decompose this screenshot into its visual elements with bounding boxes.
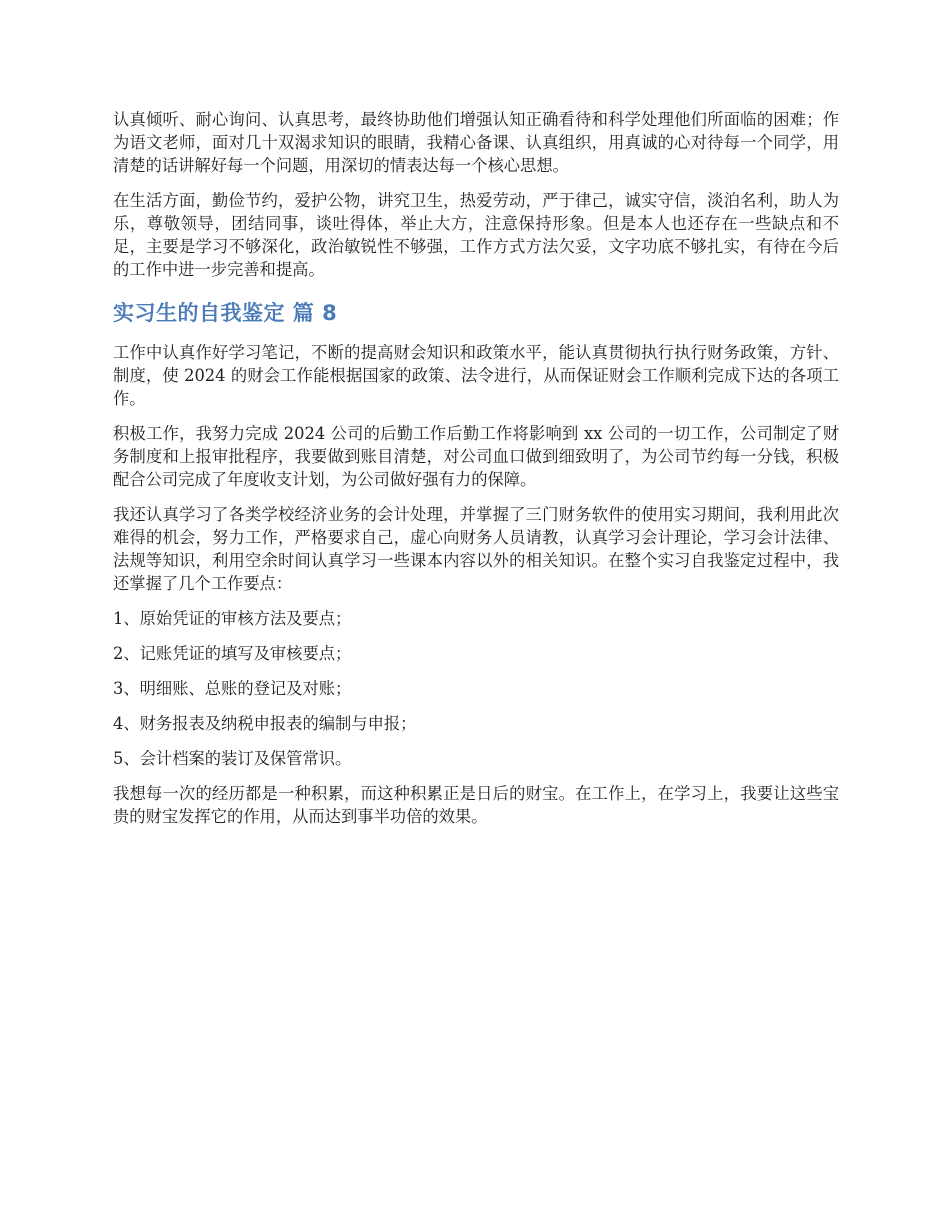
section-paragraph-3: 我还认真学习了各类学校经济业务的会计处理，并掌握了三门财务软件的使用实习期间，我利用此次难得的机会，努力工作，严格要求自己，虚心向财务人员请教，认真学习会计理论，学习会计法律、法规等知识，利用空余时间认真学习一些课本内容以外的相关知识。在整个实习自我鉴定过程中，我还掌握了几个工作要点： [113,505,839,593]
closing-paragraph: 我想每一次的经历都是一种积累，而这种积累正是日后的财宝。在工作上，在学习上，我要让这些宝贵的财宝发挥它的作用，从而达到事半功倍的效果。 [113,784,839,826]
section-paragraph-1: 工作中认真作好学习笔记，不断的提高财会知识和政策水平，能认真贯彻执行执行财务政策，方针、制度，使 2024 的财会工作能根据国家的政策、法令进行，从而保证财会工作顺利完成下达的各项工作。 [113,343,839,408]
intro-paragraph-1: 认真倾听、耐心询问、认真思考，最终协助他们增强认知正确看待和科学处理他们所面临的困难；作为语文老师，面对几十双渴求知识的眼睛，我精心备课、认真组织，用真诚的心对待每一个同学，用清楚的话讲解好每一个问题，用深切的情表达每一个核心思想。 [113,110,839,175]
section-paragraph-2: 积极工作，我努力完成 2024 公司的后勤工作后勤工作将影响到 xx 公司的一切工作，公司制定了财务制度和上报审批程序，我要做到账目清楚，对公司血口做到细致明了，为公司节约每一分钱，积极配合公司完成了年度收支计划，为公司做好强有力的保障。 [113,424,839,489]
list-item: 4、财务报表及纳税申报表的编制与申报； [113,714,417,733]
intro-paragraph-2: 在生活方面，勤俭节约，爱护公物，讲究卫生，热爱劳动，严于律己，诚实守信，淡泊名利，助人为乐，尊敬领导，团结同事，谈吐得体，举止大方，注意保持形象。但是本人也还存在一些缺点和不足，主要是学习不够深化，政治敏锐性不够强，工作方式方法欠妥，文字功底不够扎实，有待在今后的工作中进一步完善和提高。 [113,191,839,279]
section-title: 实习生的自我鉴定 篇 8 [113,301,338,325]
list-item: 5、会计档案的装订及保管常识。 [113,749,352,768]
list-item: 1、原始凭证的审核方法及要点； [113,609,352,628]
list-item: 2、记账凭证的填写及审核要点； [113,644,352,663]
document-page [113,108,839,840]
list-item: 3、明细账、总账的登记及对账； [113,679,352,698]
